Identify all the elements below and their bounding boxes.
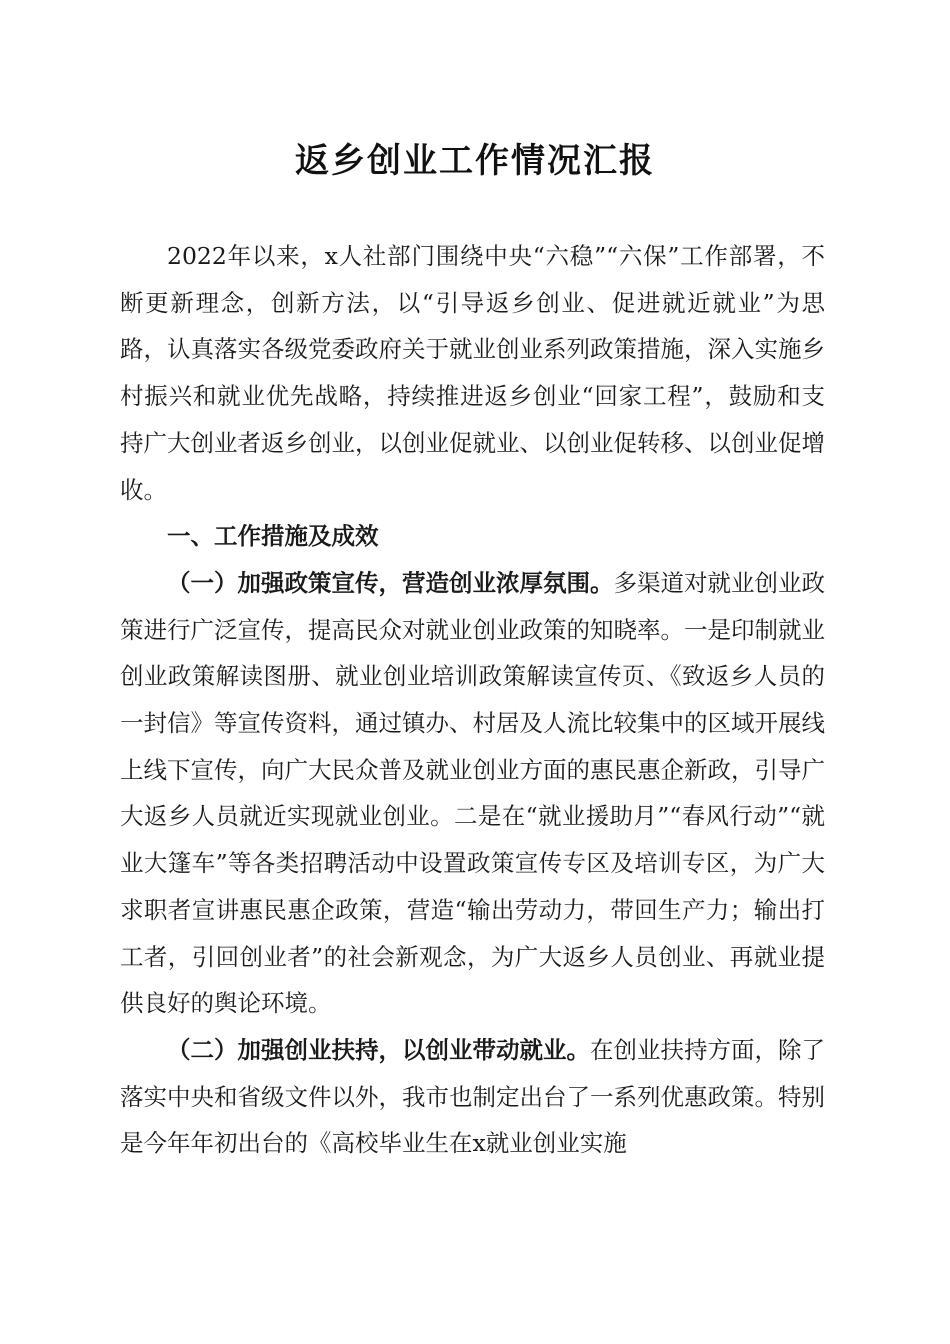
intro-paragraph: 2022年以来，x人社部门围绕中央“六稳”“六保”工作部署，不断更新理念，创新方法，以“引导返乡创业、促进就近就业”为思路，认真落实各级党委政府关于就业创业系列政策措施，深入实施乡村振兴和就业优先战略，持续推进返乡创业“回家工程”，鼓励和支持广大创业者返乡创业，以创业促就业、以创业促转移、以创业促增收。: [120, 242, 825, 504]
subsection-2-paragraph: [120, 1027, 825, 1167]
document-body: [120, 233, 825, 1167]
subsection-1-body: 多渠道对就业创业政策进行广泛宣传，提高民众对就业创业政策的知晓率。一是印制就业创业政策解读图册、就业创业培训政策解读宣传页、《致返乡人员的一封信》等宣传资料，通过镇办、村居及人流比较集中的区域开展线上线下宣传，向广大民众普及就业创业方面的惠民惠企新政，引导广大返乡人员就近实现就业创业。二是在“就业援助月”“春风行动”“就业大篷车”等各类招聘活动中设置政策宣传专区及培训专区，为广大求职者宣讲惠民惠企政策，营造“输出劳动力，带回生产力；输出打工者，引回创业者”的社会新观念，为广大返乡人员创业、再就业提供良好的舆论环境。: [120, 568, 825, 1018]
subsection-1-lead: （一）加强政策宣传，营造创业浓厚氛围。: [167, 568, 614, 597]
subsection-1-paragraph: [120, 560, 825, 1027]
section-heading: 一、工作措施及成效: [167, 522, 379, 551]
subsection-2-lead: （二）加强创业扶持，以创业带动就业。: [167, 1035, 590, 1064]
document-title: 返乡创业工作情况汇报: [295, 141, 655, 181]
subsection-2-body: 在创业扶持方面，除了落实中央和省级文件以外，我市也制定出台了一系列优惠政策。特别是今年年初出台的《高校毕业生在x就业创业实施: [120, 1035, 825, 1158]
